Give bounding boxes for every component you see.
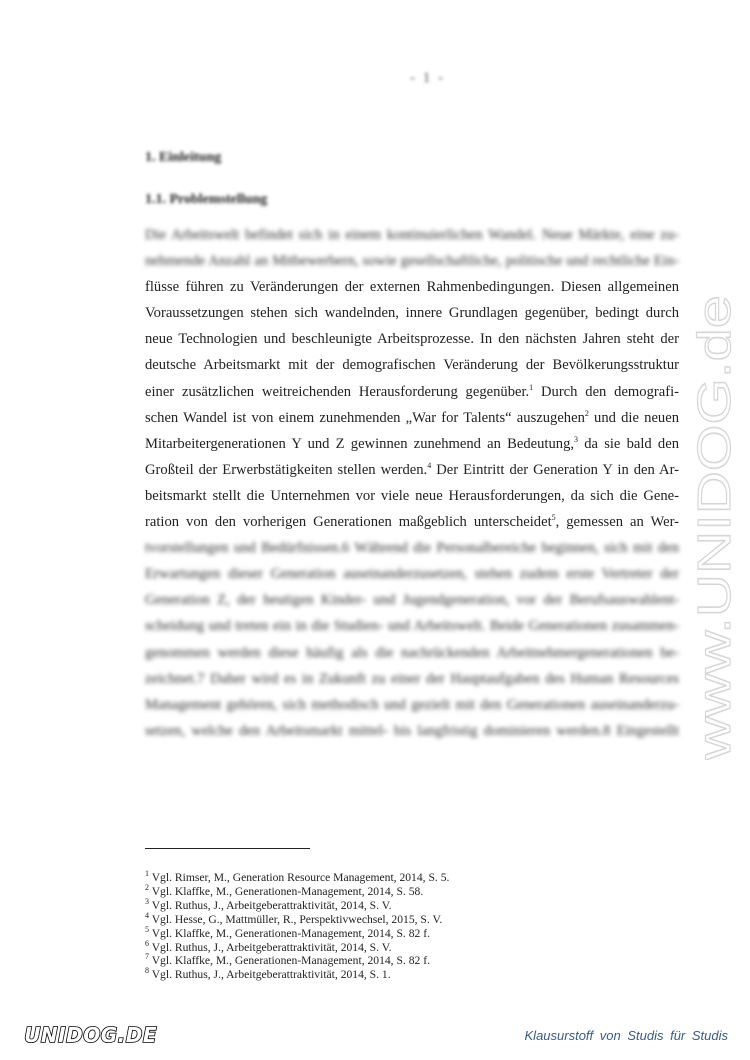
- body-line: [145, 483, 679, 509]
- body-line: [145, 587, 679, 613]
- body-line: [145, 509, 679, 535]
- footnote-text: Vgl. Ruthus, J., Arbeitgeberattraktivität, 2014, S. 1.: [149, 968, 391, 982]
- body-line-text-after: da sie bald den: [578, 435, 679, 452]
- footnote-text: Vgl. Klaffke, M., Generationen-Management, 2014, S. 58.: [149, 884, 424, 898]
- body-line: [145, 613, 679, 639]
- body-line-text-after: und die neuen: [588, 409, 679, 426]
- body-line: [145, 405, 679, 431]
- body-line-text: scheidung und treten ein in die Studien- und Arbeitswelt. Beide Generationen zusammen-: [145, 618, 679, 635]
- footnote: [145, 954, 449, 968]
- footnote-number: 2: [145, 883, 149, 893]
- footnote-marker[interactable]: 3: [574, 434, 579, 444]
- body-line-text: zeichnet.7 Daher wird es in Zukunft zu einer der Hauptaufgaben des Human Resources: [145, 670, 679, 687]
- body-line: [145, 535, 679, 561]
- page-number: - 1 -: [410, 70, 445, 86]
- body-line: [145, 300, 679, 326]
- body-line: [145, 431, 679, 457]
- body-line: [145, 718, 679, 744]
- footnote: [145, 871, 449, 885]
- footnote-marker[interactable]: 1: [529, 382, 534, 392]
- body-line-text-after: , gemessen an Wer-: [555, 514, 679, 531]
- section-heading: 1.1. Problemstellung: [145, 192, 268, 207]
- body-line-text: schen Wandel ist von einem zunehmenden „War for Talents“ auszugehen: [145, 409, 585, 426]
- body-line-text: nehmende Anzahl an Mitbewerbern, sowie gesellschaftliche, politische und rechtliche Ein-: [145, 253, 679, 270]
- body-line-text: Mitarbeitergenerationen Y und Z gewinnen zunehmend an Bedeutung,: [145, 435, 575, 452]
- body-line: [145, 222, 679, 248]
- logo-text: UNIDOG.DE: [24, 1023, 157, 1047]
- footnote-rule: [145, 848, 310, 849]
- body-line: [145, 561, 679, 587]
- body-line-text-after: Der Eintritt der Generation Y in den Ar-: [431, 461, 679, 478]
- body-line: [145, 457, 679, 483]
- body-line-text: deutsche Arbeitsmarkt mit der demografischen Veränderung der Bevölkerungsstruktur: [145, 357, 679, 374]
- body-line: [145, 666, 679, 692]
- body-line-text: setzen, welche den Arbeitsmarkt mittel- bis langfristig dominieren werden.8 Eingestellt: [145, 722, 679, 739]
- body-line-text: genommen werden diese häufig als die nachrückenden Arbeitnehmergenerationen be-: [145, 644, 679, 661]
- footnote-text: Vgl. Klaffke, M., Generationen-Management, 2014, S. 82 f.: [149, 926, 430, 940]
- footnote-marker[interactable]: 5: [551, 513, 556, 523]
- body-line-text: Erwartungen dieser Generation auseinanderzusetzen, stehen zudem erste Vertreter der: [145, 566, 679, 583]
- footnote-number: 6: [145, 938, 149, 948]
- body-line-text: einer zusätzlichen weitreichenden Herausforderung gegenüber.: [145, 383, 530, 400]
- watermark: [690, 290, 740, 760]
- body-line: [145, 326, 679, 352]
- body-line-text: Generation Z, der heutigen Kinder- und Jugendgeneration, vor der Berufsauswahlent-: [145, 592, 679, 609]
- footnote: [145, 885, 449, 899]
- footnote-number: 8: [145, 966, 149, 976]
- body-line-text: beitsmarkt stellt die Unternehmen vor viele neue Herausforderungen, da sich die Gene-: [145, 487, 679, 504]
- body-line: [145, 248, 679, 274]
- body-line-text: Die Arbeitswelt befindet sich in einem kontinuierlichen Wandel. Neue Märkte, eine zu-: [145, 227, 679, 243]
- footnote-text: Vgl. Ruthus, J., Arbeitgeberattraktivität, 2014, S. V.: [149, 898, 392, 912]
- footnote-marker[interactable]: 2: [584, 408, 589, 418]
- footnote-text: Vgl. Klaffke, M., Generationen-Management, 2014, S. 82 f.: [149, 954, 430, 968]
- footnote-text: Vgl. Rimser, M., Generation Resource Management, 2014, S. 5.: [149, 871, 450, 884]
- body-line-text: flüsse führen zu Veränderungen der externen Rahmenbedingungen. Diesen allgemeinen: [145, 279, 679, 296]
- footnote: [145, 968, 449, 982]
- body-line: [145, 640, 679, 666]
- unidog-logo[interactable]: [22, 1018, 157, 1052]
- body-line-text: tvorstellungen und Bedürfnissen.6 Während die Personalbereiche beginnen, sich mit den: [145, 540, 679, 557]
- footnote: [145, 924, 449, 941]
- footnote: [145, 938, 449, 955]
- footnote: [145, 910, 449, 927]
- footnote-number: 1: [145, 869, 149, 879]
- watermark-text: www.UNIDOG.de: [690, 402, 740, 760]
- body-line-text: Voraussetzungen stehen sich wandelnden, innere Grundlagen gegenüber, bedingt durch: [145, 305, 679, 322]
- footnote-text: Vgl. Hesse, G., Mattmüller, R., Perspektivwechsel, 2015, S. V.: [149, 912, 443, 926]
- footnote-number: 4: [145, 910, 149, 920]
- footnote-number: 5: [145, 924, 149, 934]
- body-line-text-after: Durch den demografi-: [533, 383, 679, 400]
- body-line: [145, 379, 679, 405]
- body-line: [145, 352, 679, 378]
- body-line: [145, 274, 679, 300]
- body-line-text: neue Technologien und beschleunigte Arbeitsprozesse. In den nächsten Jahren steht der: [145, 331, 679, 348]
- footnotes: [145, 871, 449, 982]
- body-text: [145, 222, 679, 744]
- body-line: [145, 692, 679, 718]
- chapter-heading: 1. Einleitung: [145, 150, 222, 165]
- body-line-text: Management gehören, sich methodisch und gezielt mit den Generationen auseinanderzu-: [145, 696, 679, 713]
- footnote: [145, 896, 449, 913]
- footnote-marker[interactable]: 4: [427, 460, 432, 470]
- footnote-text: Vgl. Ruthus, J., Arbeitgeberattraktivität, 2014, S. V.: [149, 940, 392, 954]
- footnote-number: 7: [145, 952, 149, 962]
- body-line-text: Großteil der Erwerbstätigkeiten stellen werden.: [145, 461, 428, 478]
- body-line-text: ration von den vorherigen Generationen maßgeblich unterscheidet: [145, 514, 552, 531]
- tagline: Klausurstoff von Studis für Studis: [524, 1028, 728, 1043]
- footnote-number: 3: [145, 896, 149, 906]
